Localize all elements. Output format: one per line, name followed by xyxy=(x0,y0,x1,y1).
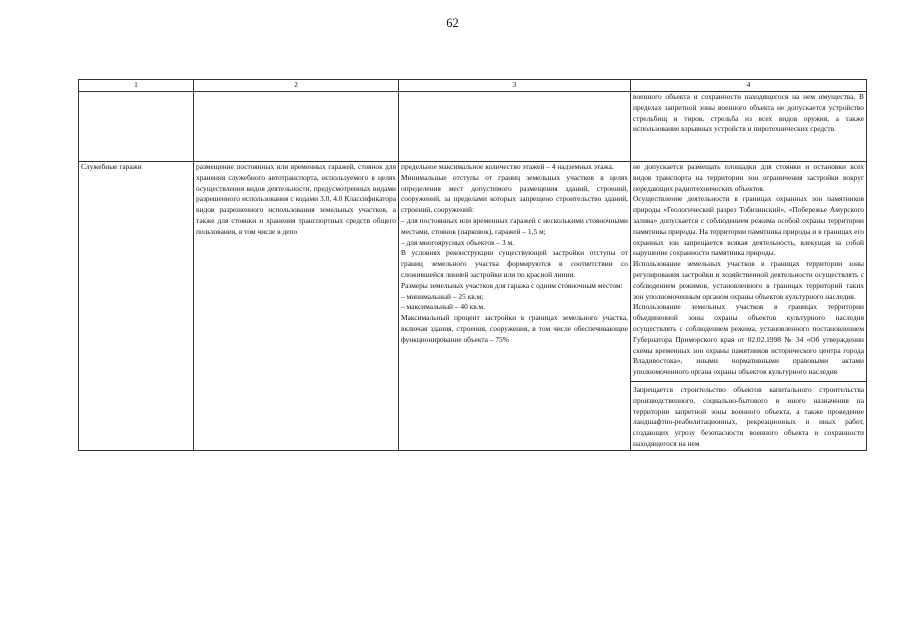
construction-parameters xyxy=(399,162,631,451)
restriction-paragraph: Запрещается строительство объектов капитального строительства производственного, социально-бытового и иного назначения на территории запретной зоны военного объекта, а также проведение ландшафтно-реабилитационных, рекреационных и иных работ, создающих угрозу безопасности военного объекта и сохранности находящегося на нем xyxy=(631,381,866,450)
regulations-table xyxy=(78,79,867,451)
parameter-paragraph: – для многоярусных объектов – 3 м. xyxy=(401,237,515,247)
cell-empty xyxy=(79,92,194,162)
page-number: 62 xyxy=(446,16,459,30)
table-row xyxy=(79,162,867,451)
parameter-paragraph: Размеры земельных участков для гаража с одним стояночным местом: xyxy=(401,280,623,290)
cell-empty xyxy=(399,92,631,162)
continuation-restriction-text: военного объекта и сохранности находящегося на нем имущества. В пределах запретной зоны военного объекта не допускается устройство стрельбищ и тиров, стрельба из всех видов оружия, а также использование взрывных устройств и пиротехнических средств. xyxy=(631,92,867,162)
table-header-row xyxy=(79,80,867,92)
land-use-type: Служебные гаражи xyxy=(79,162,194,451)
header-cell-2: 2 xyxy=(194,80,399,92)
parameter-paragraph: Максимальный процент застройки в границах земельного участка, включая здания, строения, сооружения, в том числе обеспечивающие функционирование объекта – 75% xyxy=(401,313,628,344)
parameter-paragraph: – минимальный – 25 кв.м; xyxy=(401,291,484,301)
restriction-paragraph: не допускается размещать площадки для стоянки и остановки всех видов транспорта на территории зон ограничения застройки вокруг передающих радиотехнических объектов. xyxy=(633,162,864,193)
parameter-paragraph: В условиях реконструкции существующей застройки отступы от границ земельного участка формируются в соответствии со сложившейся линией застройки или по красной линии. xyxy=(401,248,628,279)
restriction-paragraph: Использование земельных участков в границах территории зоны регулирования застройки и хозяйственной деятельности осуществлять с соблюдением режимов, установленного в границах территорий таких зон уполномоченным органом охраны объектов культурного наследия. xyxy=(633,259,864,301)
parameter-paragraph: – максимальный – 40 кв.м. xyxy=(401,302,486,312)
parameter-paragraph: – для постоянных или временных гаражей с несколькими стояночными местами, стоянок (парковок), гаражей – 1,5 м; xyxy=(401,215,628,236)
header-cell-3: 3 xyxy=(399,80,631,92)
header-cell-1: 1 xyxy=(79,80,194,92)
parameter-paragraph: предельное максимальное количество этажей – 4 надземных этажа. xyxy=(401,162,614,171)
header-cell-4: 4 xyxy=(631,80,867,92)
cell-empty xyxy=(194,92,399,162)
restriction-paragraph: Осуществление деятельности в границах охранных зон памятников природы «Геологический разрез Тобизинский», «Побережье Амурского залива» допускается с соблюдением режима особой охраны территории памятника природы. На территории памятника природы и в границах его охранных зон запрещается всякая деятельность, влекущая за собой нарушение сохранности памятника природы. xyxy=(633,194,864,258)
table-row xyxy=(79,92,867,162)
land-use-description: размещение постоянных или временных гаражей, стоянок для хранения служебного автотранспорта, используемого в целях осуществления видов деятельности, предусмотренных видами разрешенного использования с кодами 3.0, 4.0 Классификатора видов разрешенного использования земельных участков, а также для стоянки и хранения транспортных средств общего пользования, в том числе в депо xyxy=(194,162,399,451)
restriction-paragraph: Использование земельных участков в границах территории объединенной зоны охраны объектов культурного наследия осуществлять с соблюдением режима, установленного постановлением Губернатора Приморского края от 02.02.1998 № 34 «Об утверждении схемы временных зон охраны памятников исторического центра города Владивостока», иными нормативными правовыми актами уполномоченного органа охраны объектов культурного наследия xyxy=(633,302,864,377)
parameter-paragraph: Минимальные отступы от границ земельных участков в целях определения мест допустимого размещения зданий, строений, сооружений, за пределами которых запрещено строительство зданий, строений, сооружений: xyxy=(401,172,628,215)
restrictions xyxy=(631,162,867,451)
